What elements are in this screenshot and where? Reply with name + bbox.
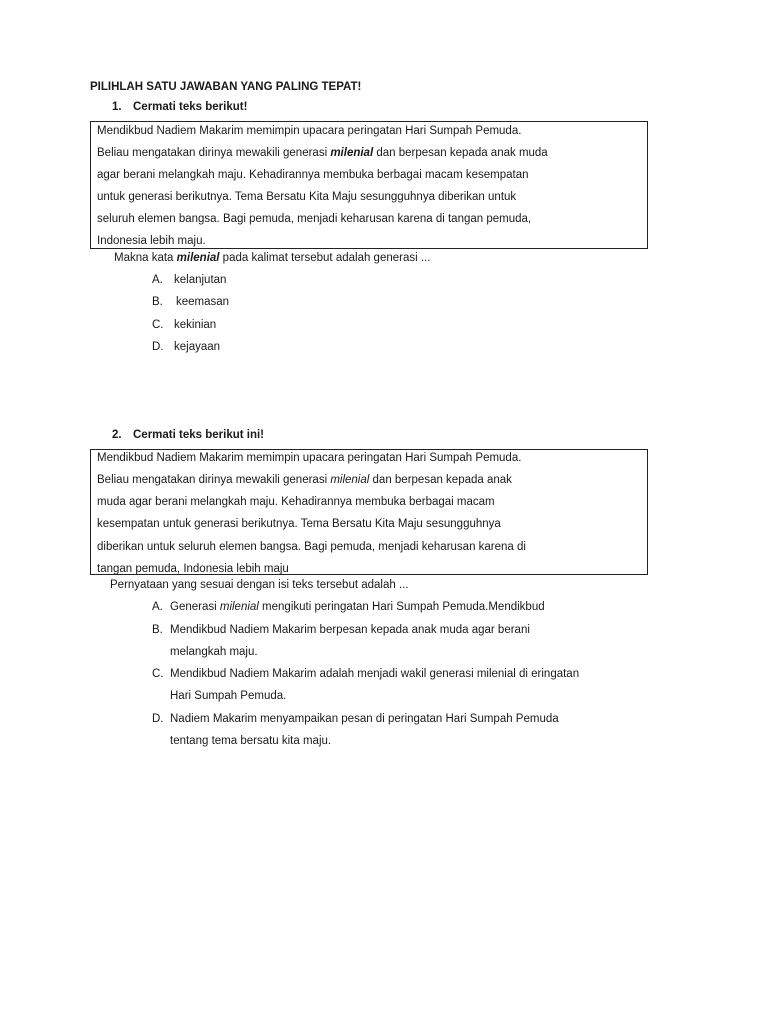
q1-passage-line-2: Beliau mengatakan dirinya mewakili generasi milenial dan berpesan kepada anak muda [97, 147, 548, 159]
q1-question: Makna kata milenial pada kalimat tersebut adalah generasi ... [114, 252, 431, 264]
q1-title: Cermati teks berikut! [133, 101, 248, 113]
q2-option-b-letter: B. [152, 624, 163, 636]
q2-option-d-letter: D. [152, 713, 164, 725]
q1-passage-line-6: Indonesia lebih maju. [97, 235, 206, 247]
q2-passage-box [90, 449, 648, 575]
q1-option-b-letter: B. [152, 296, 163, 308]
q2-passage-milenial: milenial [330, 474, 370, 486]
q1-option-a-letter: A. [152, 274, 163, 286]
q2-option-c[interactable]: Mendikbud Nadiem Makarim adalah menjadi wakil generasi milenial di eringatan [170, 668, 580, 680]
q1-option-c-letter: C. [152, 319, 164, 331]
q2-passage-line-3: muda agar berani melangkah maju. Kehadirannya membuka berbagai macam [97, 496, 495, 508]
q1-passage-line-3: agar berani melangkah maju. Kehadirannya membuka berbagai macam kesempatan [97, 169, 529, 181]
q1-passage-line-1: Mendikbud Nadiem Makarim memimpin upacara peringatan Hari Sumpah Pemuda. [97, 125, 522, 137]
q2-question: Pernyataan yang sesuai dengan isi teks tersebut adalah ... [110, 579, 409, 591]
q1-number: 1. [112, 101, 122, 113]
q1-passage-box [90, 121, 648, 249]
q2-option-a[interactable]: Generasi milenial mengikuti peringatan Hari Sumpah Pemuda.Mendikbud [170, 601, 545, 613]
q1-passage-line-5: seluruh elemen bangsa. Bagi pemuda, menjadi keharusan karena di tangan pemuda, [97, 213, 532, 225]
q2-number: 2. [112, 429, 122, 441]
q2-title: Cermati teks berikut ini! [133, 429, 265, 441]
q2-option-d[interactable]: Nadiem Makarim menyampaikan pesan di peringatan Hari Sumpah Pemuda [170, 713, 559, 725]
q2-option-b[interactable]: Mendikbud Nadiem Makarim berpesan kepada anak muda agar berani [170, 624, 530, 636]
q2-passage-line-1: Mendikbud Nadiem Makarim memimpin upacara peringatan Hari Sumpah Pemuda. [97, 452, 522, 464]
q1-option-d-letter: D. [152, 341, 164, 353]
q1-option-d[interactable]: kejayaan [174, 341, 221, 353]
q2-passage-line-5: diberikan untuk seluruh elemen bangsa. Bagi pemuda, menjadi keharusan karena di [97, 541, 526, 553]
q2-passage-line-2: Beliau mengatakan dirinya mewakili generasi milenial dan berpesan kepada anak [97, 474, 512, 486]
q2-passage-line-6: tangan pemuda, Indonesia lebih maju [97, 563, 289, 575]
q2-passage-line-4: kesempatan untuk generasi berikutnya. Tema Bersatu Kita Maju sesungguhnya [97, 518, 501, 530]
q2-option-b-line-2[interactable]: melangkah maju. [170, 646, 258, 658]
q2-option-c-line-2[interactable]: Hari Sumpah Pemuda. [170, 690, 287, 702]
q1-passage-line-4: untuk generasi berikutnya. Tema Bersatu Kita Maju sesungguhnya diberikan untuk [97, 191, 517, 203]
instruction-heading: PILIHLAH SATU JAWABAN YANG PALING TEPAT! [90, 81, 362, 93]
q1-option-b[interactable]: keemasan [176, 296, 230, 308]
q2-option-a-letter: A. [152, 601, 163, 613]
q2-option-d-line-2[interactable]: tentang tema bersatu kita maju. [170, 735, 332, 747]
q2-option-c-letter: C. [152, 668, 164, 680]
q1-option-a[interactable]: kelanjutan [174, 274, 227, 286]
q1-option-c[interactable]: kekinian [174, 319, 217, 331]
q1-passage-milenial: milenial [330, 147, 374, 159]
